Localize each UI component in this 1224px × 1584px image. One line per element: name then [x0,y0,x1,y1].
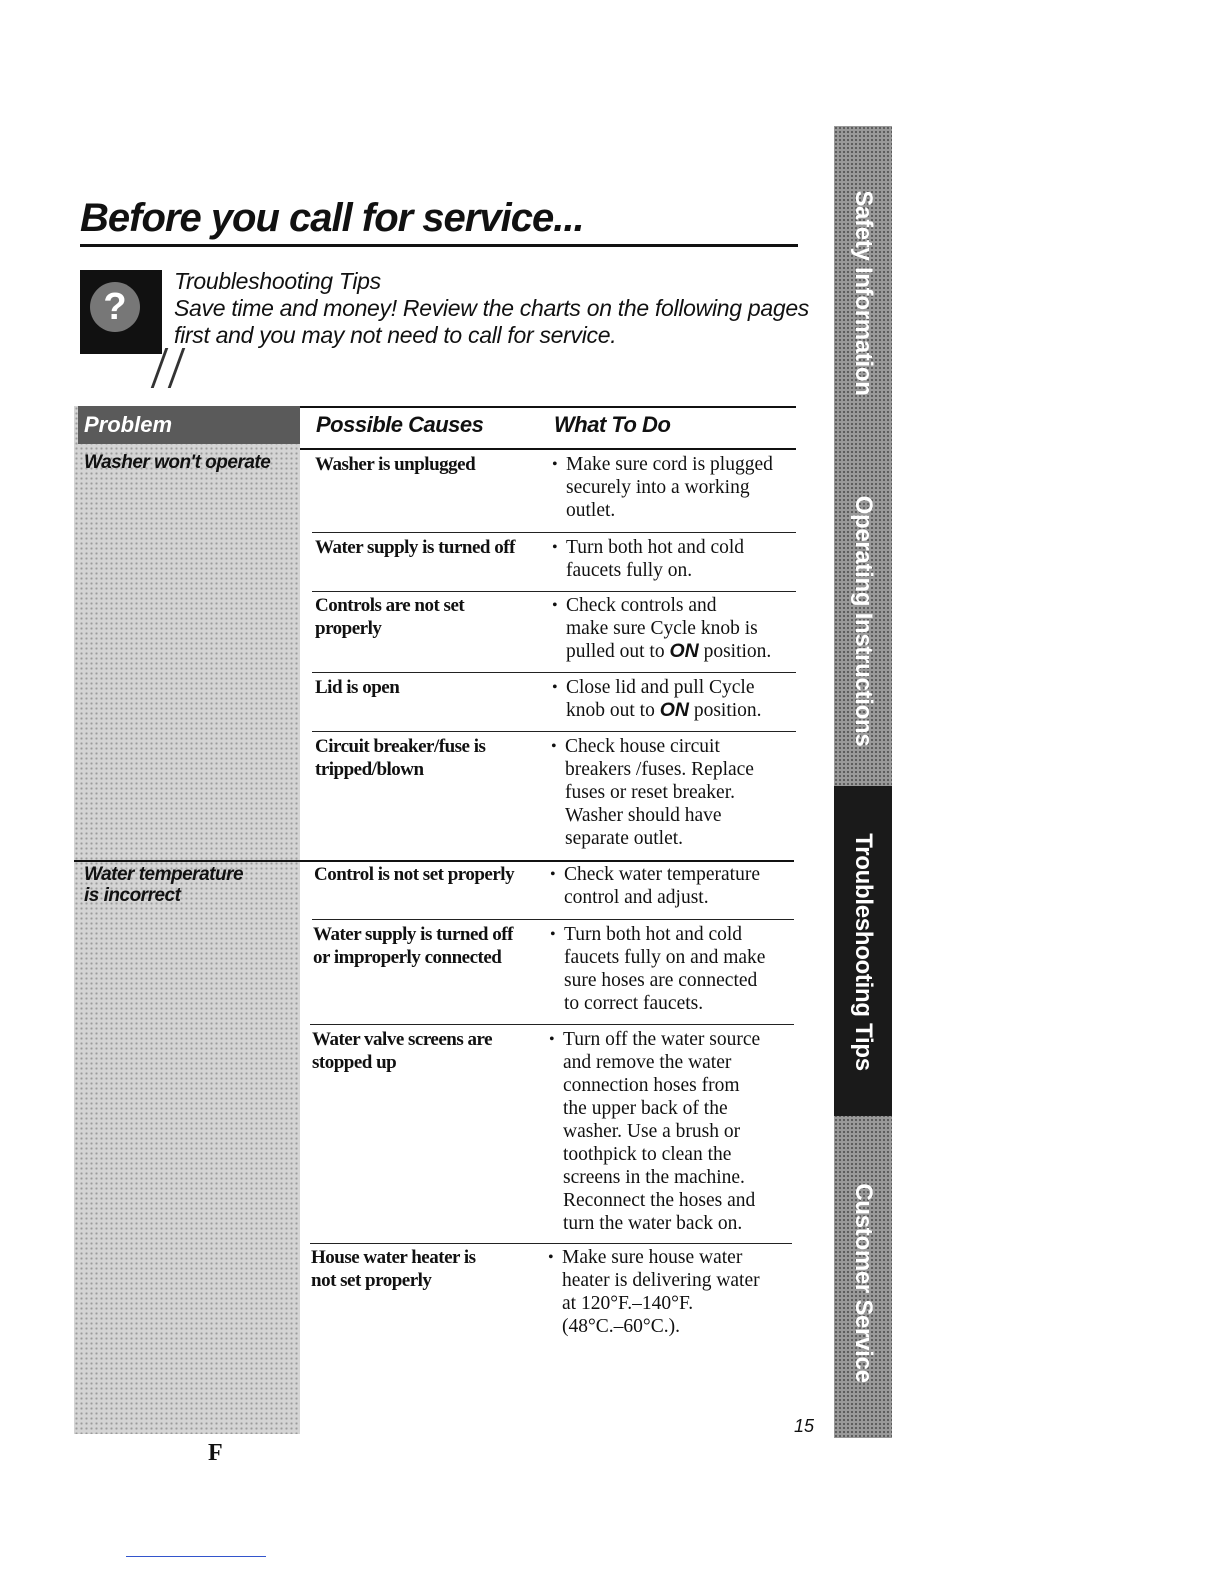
bullet-icon: • [552,597,558,614]
cause-cell [314,863,514,886]
todo-line: at 120°F.–140°F. [562,1293,694,1314]
todo-line: Check water temperature [564,864,760,885]
bullet-icon: • [552,539,558,556]
todo-cell [551,735,754,850]
tab-troubleshooting-tips[interactable] [834,833,892,1071]
cause-cell [315,735,485,781]
todo-line: Turn off the water source [563,1029,761,1050]
row-divider [310,1243,792,1244]
todo-line: separate outlet. [565,828,684,849]
tab-operating-instructions[interactable] [834,496,892,746]
cause-cell [315,536,515,559]
cause-line: Water supply is turned off [313,924,513,945]
todo-line: to correct faucets. [564,993,704,1014]
cause-line: Washer is unplugged [315,454,476,475]
todo-header: What To Do [554,412,671,437]
todo-line: Make sure house water [562,1247,743,1268]
todo-cell [552,676,762,722]
todo-line: breakers /fuses. Replace [565,759,754,780]
problem-line: Washer won't operate [84,452,271,473]
question-mark-icon [80,270,162,354]
cause-line: Controls are not set [315,595,465,616]
todo-cell [552,453,773,522]
todo-line: sure hoses are connected [564,970,758,991]
todo-cell [552,594,772,663]
intro-line: Troubleshooting Tips [174,268,381,294]
todo-line: Check controls and [566,595,717,616]
todo-line: screens in the machine. [563,1167,745,1188]
tab-label: Operating Instructions [850,495,877,747]
question-mark-glyph: ? [90,282,140,332]
cause-line: or improperly connected [313,947,502,968]
todo-line: Washer should have [565,805,722,826]
cause-cell [313,923,513,969]
table-header-rule [300,448,796,450]
todo-line: connection hoses from [563,1075,740,1096]
bullet-icon: • [549,1031,555,1048]
bullet-icon: • [551,738,557,755]
cause-cell [315,453,475,476]
cause-line: Water valve screens are [312,1029,493,1050]
magnifier-handle [151,348,186,388]
causes-header: Possible Causes [316,412,484,437]
todo-line: Turn both hot and cold [566,537,745,558]
bullet-icon: • [552,679,558,696]
todo-text: pulled out to [566,641,670,662]
problem-column [74,406,300,1434]
cause-line: tripped/blown [315,759,424,780]
todo-cell [550,863,760,909]
todo-line [566,640,771,663]
cause-cell [315,676,399,699]
problem-label-temperature [84,864,243,906]
todo-line: Make sure cord is plugged [566,454,773,475]
todo-cell [552,536,745,582]
cause-cell [315,594,464,640]
todo-text: knob out to [566,700,660,721]
cause-cell [311,1246,476,1292]
todo-line: Reconnect the hoses and [563,1190,756,1211]
todo-text: position. [688,700,762,721]
todo-line: Check house circuit [565,736,720,757]
todo-line: control and adjust. [564,887,709,908]
todo-line: make sure Cycle knob is [566,618,758,639]
tab-label: Safety Information [850,190,877,396]
on-label: ON [669,640,699,662]
on-label: ON [659,699,689,721]
problem-line: is incorrect [84,885,181,906]
group-divider [74,860,794,862]
todo-line: the upper back of the [563,1098,728,1119]
cause-line: Water supply is turned off [315,537,515,558]
intro-line: Save time and money! Review the charts on the following pages [174,295,810,321]
bullet-icon: • [548,1249,554,1266]
intro-line: first and you may not need to call for service. [174,322,617,348]
todo-line: and remove the water [563,1052,732,1073]
intro-text [174,268,809,349]
cause-cell [312,1028,492,1074]
cause-line: Control is not set properly [314,864,515,885]
todo-line: turn the water back on. [563,1213,743,1234]
todo-text: position. [698,641,772,662]
todo-line: toothpick to clean the [563,1144,732,1165]
row-divider [312,532,796,533]
bullet-icon: • [550,866,556,883]
cause-line: Lid is open [315,677,400,698]
title-rule [80,244,798,247]
todo-line: outlet. [566,500,616,521]
tab-label: Customer Service [850,1183,877,1383]
tab-label: Troubleshooting Tips [850,833,877,1071]
todo-line: (48°C.–60°C.). [562,1316,680,1337]
row-divider [312,731,796,732]
bullet-icon: • [550,926,556,943]
todo-line: securely into a working [566,477,750,498]
problem-label-washer [84,452,270,473]
todo-line: heater is delivering water [562,1270,760,1291]
row-divider [312,919,794,920]
row-divider [310,1024,794,1025]
cause-line: Circuit breaker/fuse is [315,736,486,757]
todo-line: Turn both hot and cold [564,924,743,945]
cause-line: House water heater is [311,1247,476,1268]
todo-cell [549,1028,761,1235]
bullet-icon: • [552,456,558,473]
tab-customer-service[interactable] [834,1176,892,1390]
todo-line: faucets fully on. [566,560,693,581]
problem-line: Water temperature [84,864,244,885]
todo-line: fuses or reset breaker. [565,782,736,803]
cause-line: not set properly [311,1270,432,1291]
todo-line: washer. Use a brush or [563,1121,741,1142]
footer-line [126,1556,266,1557]
cause-line: stopped up [312,1052,397,1073]
tab-safety-information[interactable] [834,186,892,400]
todo-line: faucets fully on and make [564,947,766,968]
footer-mark: F [208,1440,223,1466]
row-divider [312,672,796,673]
row-divider [312,591,796,592]
page-title: Before you call for service... [80,196,584,240]
cause-line: properly [315,618,382,639]
todo-cell [550,923,766,1015]
todo-cell [548,1246,760,1338]
problem-header-label: Problem [84,412,173,437]
page-number: 15 [794,1416,815,1436]
table-top-rule [300,406,796,408]
problem-header [78,406,300,444]
todo-line [566,699,762,722]
todo-line: Close lid and pull Cycle [566,677,755,698]
